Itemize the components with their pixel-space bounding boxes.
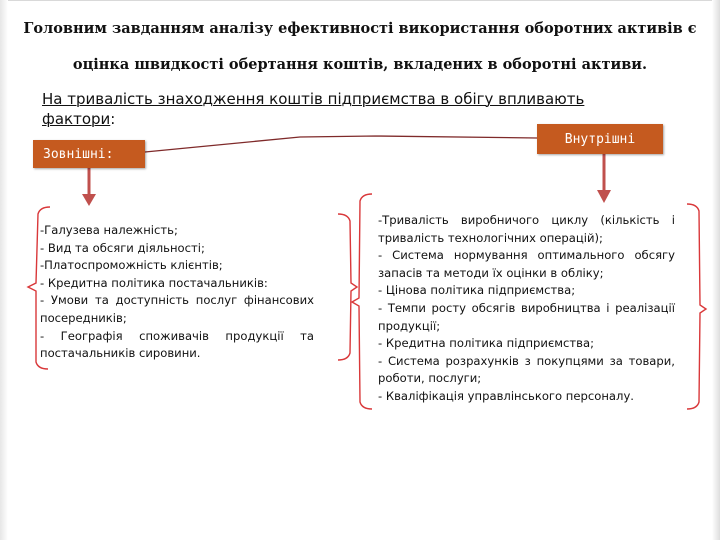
- external-factors-list: [40, 222, 314, 363]
- list-item: -Тривалість виробничого циклу (кількість і тривалість технологічних операцій);: [378, 213, 675, 245]
- subtitle-line-1-text: На тривалість знаходження коштів підприємства в обігу впливають: [42, 90, 585, 108]
- list-item: - Система нормування оптимального обсягу запасів та методи їх оцінки в обліку;: [378, 248, 675, 280]
- list-item: - Вид та обсяги діяльності;: [40, 240, 205, 255]
- arrow-down-left: [82, 168, 96, 206]
- list-item: - Кредитна політика підприємства;: [378, 336, 595, 351]
- internal-factors-label: Внутрішні: [564, 131, 636, 147]
- list-item: - Система розрахунків з покупцями за товари, роботи, послуги;: [378, 353, 675, 386]
- list-item: - Географія споживачів продукції та постачальників сировини.: [40, 328, 314, 361]
- slide-title-line-1: Головним завданням аналізу ефективності використання оборотних активів є: [23, 20, 697, 37]
- subtitle-factors-word: фактори: [42, 110, 111, 128]
- internal-factors-box: [537, 124, 663, 154]
- list-item: - Умови та доступність послуг фінансових посередників;: [40, 293, 314, 325]
- bracket-left-close: [338, 214, 357, 360]
- bracket-right-open: [352, 194, 372, 409]
- subtitle-colon: :: [110, 110, 116, 128]
- slide-title-line-2: оцінка швидкості обертання коштів, вкладених в оборотні активи.: [72, 56, 648, 73]
- external-factors-label: Зовнішні:: [43, 146, 114, 162]
- arrow-down-right: [597, 154, 611, 203]
- list-item: - Кваліфікація управлінського персоналу.: [378, 388, 634, 403]
- list-item: -Платоспроможність клієнтів;: [40, 258, 223, 273]
- list-item: - Цінова політика підприємства;: [378, 283, 576, 298]
- list-item: - Кредитна політика постачальників:: [40, 275, 268, 290]
- external-factors-box: [33, 140, 145, 168]
- connector-line: [145, 136, 537, 152]
- list-item: - Темпи росту обсягів виробництва і реалізації продукції;: [378, 300, 675, 333]
- list-item: -Галузева належність;: [40, 223, 178, 237]
- bracket-right-close: [687, 204, 706, 409]
- internal-factors-list: [378, 212, 675, 406]
